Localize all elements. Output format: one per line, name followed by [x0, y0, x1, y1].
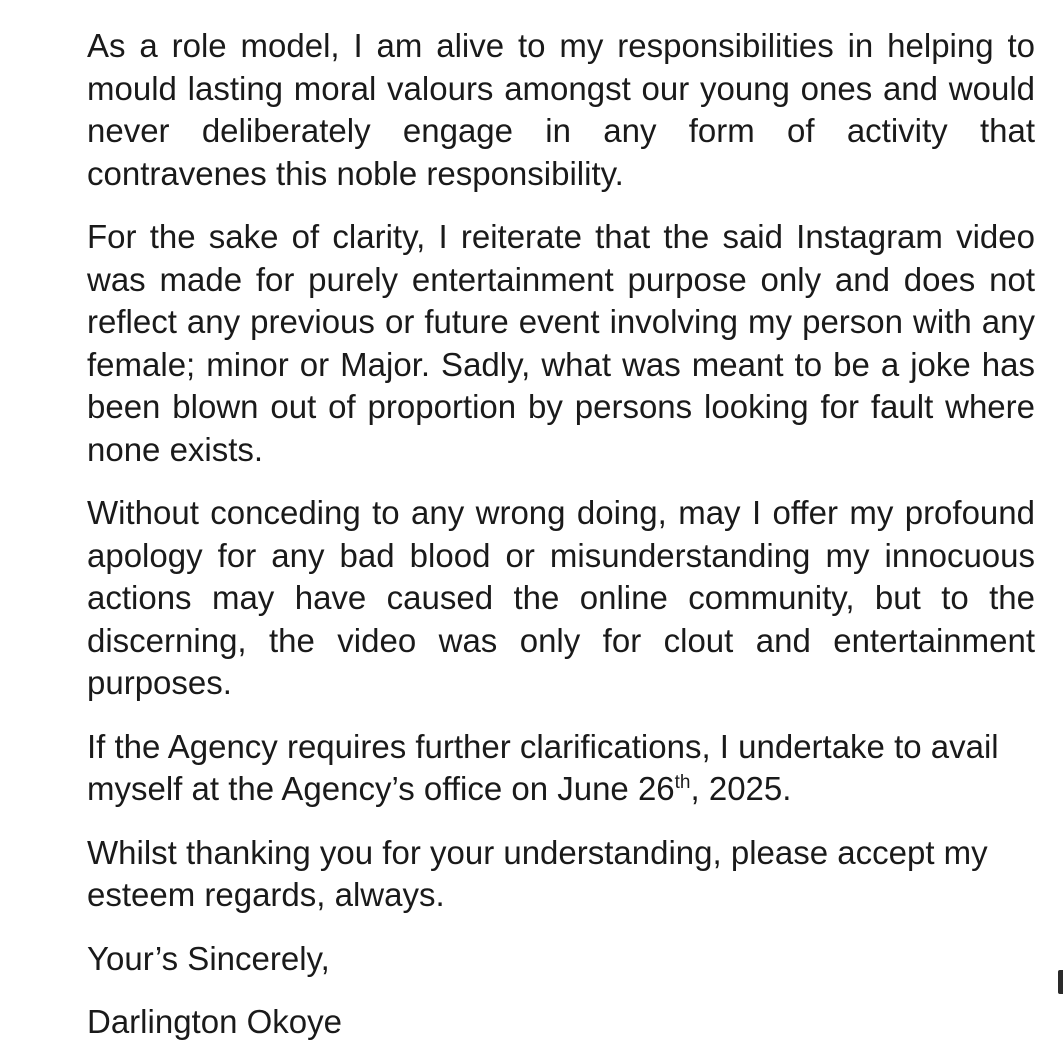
closing-salutation: Your’s Sincerely, — [87, 939, 330, 977]
date-ordinal-suffix: th — [674, 772, 691, 793]
signature-name: Darlington Okoye — [87, 1003, 342, 1040]
paragraph-apology: Without conceding to any wrong doing, may I offer my profound apology for any bad blood or misunderstanding my innocuous actions may have caused the online community, but to the discerning, the video was only for clout and entertainment purposes. — [87, 494, 1035, 701]
paragraph-agency-visit — [87, 726, 1035, 811]
paragraph-role-model: As a role model, I am alive to my responsibilities in helping to mould lasting moral valours amongst our young ones and would never deliberately engage in any form of activity that contravenes this noble responsibility. — [87, 27, 1035, 192]
paragraph-clarity: For the sake of clarity, I reiterate that the said Instagram video was made for purely entertainment purpose only and does not reflect any previous or future event involving my person with any female; minor or Major. Sadly, what was meant to be a joke has been blown out of proportion by persons looking for fault where none exists. — [87, 218, 1035, 468]
agency-visit-year: , 2025. — [690, 770, 792, 807]
agency-visit-text: If the Agency requires further clarifications, I undertake to avail myself at the Agency’s office on June 26 — [87, 727, 999, 807]
letter-body — [87, 25, 1035, 1044]
paragraph-thanks: Whilst thanking you for your understanding, please accept my esteem regards, always. — [87, 833, 988, 913]
edge-mark — [1058, 970, 1063, 994]
